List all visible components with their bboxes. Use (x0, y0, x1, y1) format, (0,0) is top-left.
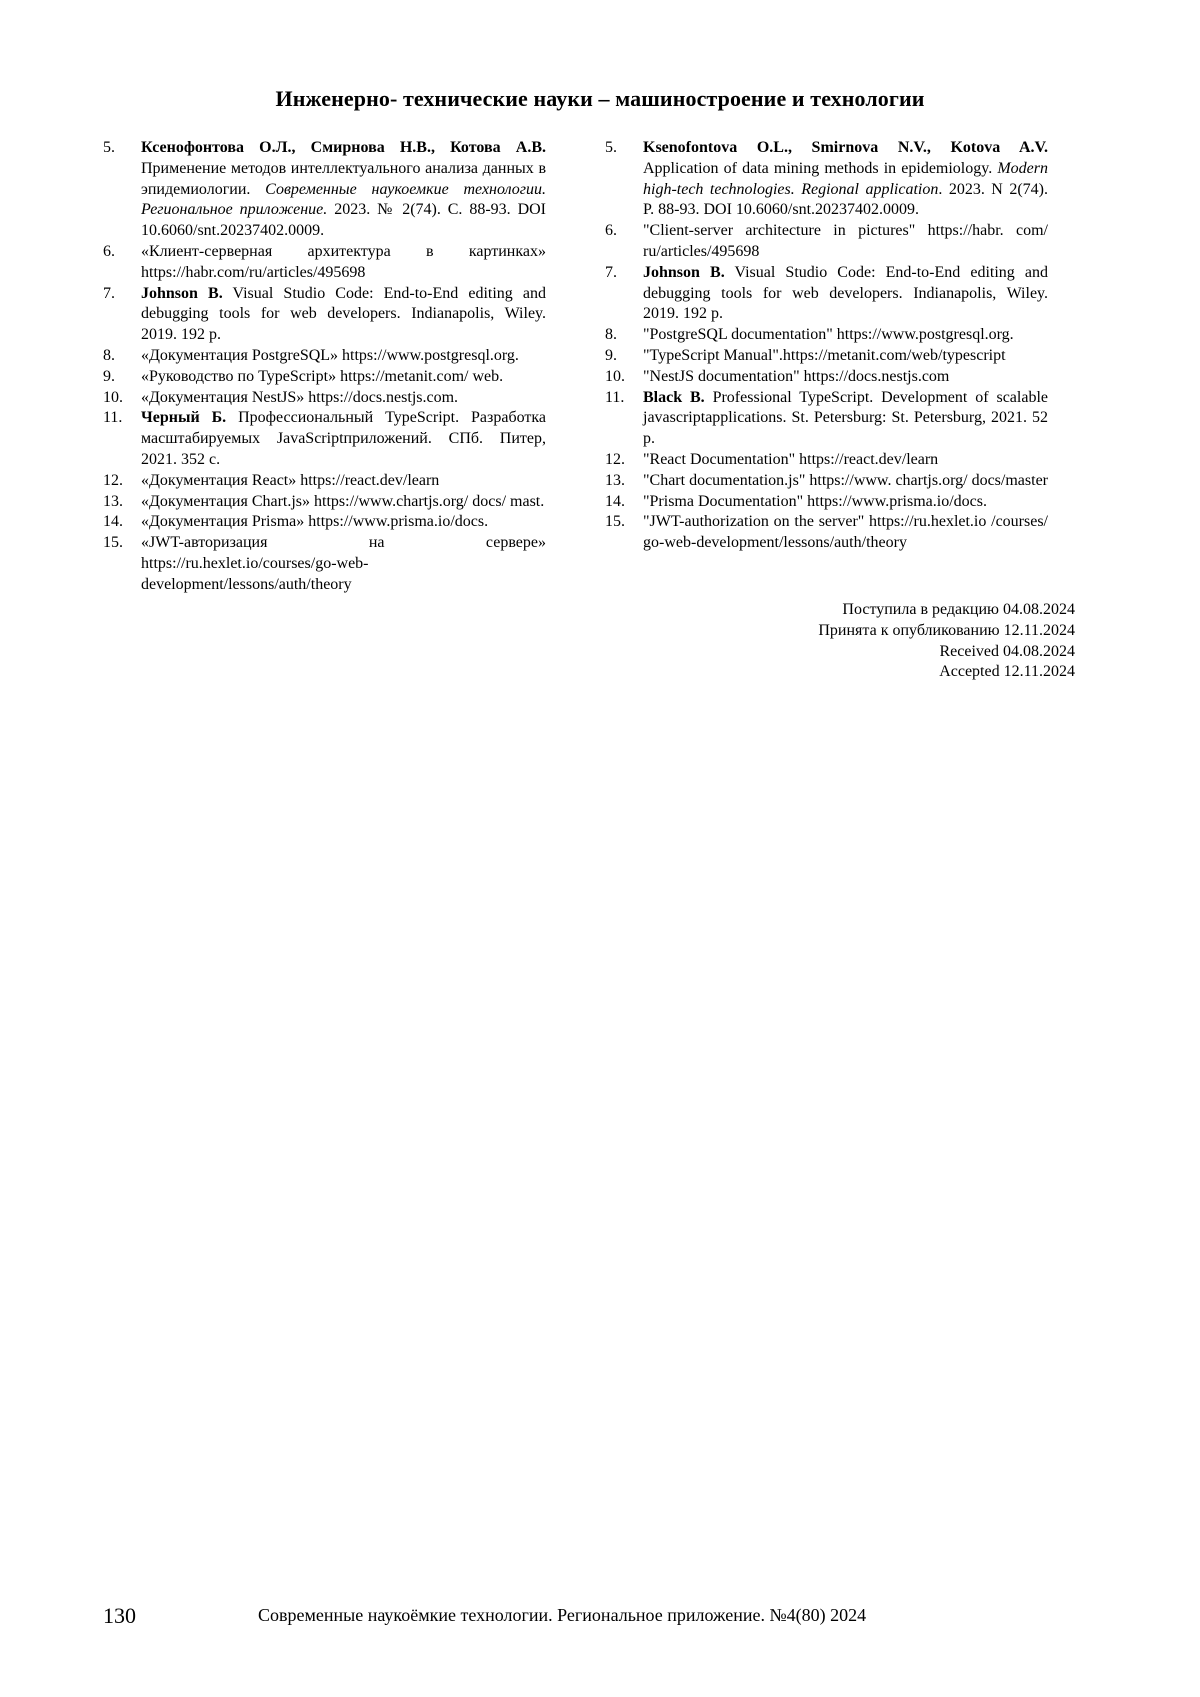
reference-number: 6. (103, 242, 115, 260)
reference-item (605, 263, 1048, 325)
reference-text (643, 325, 1048, 346)
reference-number: 11. (605, 388, 625, 406)
reference-segment: "Client-server architecture in pictures" https://habr. com/ ru/articles/495698 (643, 222, 1048, 260)
reference-segment: «JWT-авторизация на сервере» https://ru.hexlet.io/courses/go-web-development/lessons/auth/theory (141, 534, 546, 593)
reference-item (103, 367, 546, 388)
reference-text (643, 263, 1048, 325)
reference-text (141, 471, 546, 492)
reference-text (643, 367, 1048, 388)
reference-authors: Ksenofontova O.L., Smirnova N.V., Kotova A.V. (643, 139, 1048, 156)
reference-number: 8. (605, 326, 617, 344)
reference-number: 15. (103, 534, 123, 552)
reference-number: 7. (605, 263, 617, 281)
reference-segment: "Prisma Documentation" https://www.prisma.io/docs. (643, 492, 987, 510)
reference-item (103, 138, 546, 242)
page-header-title: Инженерно- технические науки – машиностроение и технологии (275, 86, 925, 111)
reference-segment: "NestJS documentation" https://docs.nestjs.com (643, 367, 950, 385)
reference-item (605, 492, 1048, 513)
reference-text (643, 138, 1048, 221)
reference-text (141, 408, 546, 470)
reference-number: 12. (605, 450, 625, 468)
reference-segment: "JWT-authorization on the server" https://ru.hexlet.io /courses/ go-web-development/lessons/auth/theory (643, 513, 1048, 552)
reference-segment: Visual Studio Code: End-to-End editing and debugging tools for web developers. Indianapolis, Wiley. 2019. 192 p. (643, 263, 1049, 323)
journal-name: Современные наукоёмкие технологии. Региональное приложение. №4(80) 2024 (258, 1605, 867, 1625)
reference-text (643, 512, 1048, 554)
reference-number: 9. (103, 367, 115, 385)
reference-item (605, 388, 1048, 450)
reference-number: 5. (103, 139, 115, 156)
reference-authors: Ксенофонтова О.Л., Смирнова Н.В., Котова А.В. (141, 139, 546, 156)
reference-item (605, 138, 1048, 221)
reference-segment: «Клиент-серверная архитектура в картинках» https://habr.com/ru/articles/495698 (141, 242, 546, 281)
reference-item (605, 325, 1048, 346)
reference-number: 10. (103, 388, 123, 406)
reference-number: 8. (103, 346, 115, 364)
reference-authors: Черный Б. (141, 409, 227, 427)
page-number: 130 (103, 1603, 136, 1628)
reference-text (643, 450, 1048, 471)
reference-segment: "Chart documentation.js" https://www. chartjs.org/ docs/master (643, 471, 1048, 489)
reference-segment: Профессиональный TypeScript. Разработка масштабируемых JavaScriptприложений. СПб. Питер, 2021. 352 с. (141, 409, 547, 468)
reference-number: 9. (605, 346, 617, 364)
reference-number: 10. (605, 367, 625, 385)
reference-text (141, 346, 546, 367)
reference-text (141, 138, 546, 242)
reference-source: Modern high-tech technologies. Regional application (643, 159, 1048, 198)
reference-number: 13. (103, 492, 123, 510)
reference-item (103, 471, 546, 492)
reference-text (141, 492, 546, 513)
reference-segment: «Документация PostgreSQL» https://www.postgresql.org. (141, 346, 519, 364)
reference-item (103, 512, 546, 533)
reference-segment: «Документация Chart.js» https://www.chartjs.org/ docs/ mast. (141, 492, 545, 510)
reference-text (141, 533, 546, 595)
reference-segment: Application of data mining methods in epidemiology. (643, 159, 998, 177)
reference-number: 14. (605, 492, 625, 510)
reference-authors: Johnson B. (141, 284, 223, 302)
reference-item (103, 492, 546, 513)
reference-item (605, 346, 1048, 367)
reference-item (103, 408, 546, 470)
reference-item (605, 221, 1048, 263)
reference-segment: . 2023. N 2(74). P. 88-93. DOI 10.6060/snt.20237402.0009. (643, 180, 1048, 219)
reference-text (141, 388, 546, 409)
reference-segment: Professional TypeScript. Development of scalable javascriptapplications. St. Petersburg: St. Petersburg, 2021. 52 p. (643, 388, 1048, 448)
reference-number: 12. (103, 471, 123, 489)
reference-segment: "React Documentation" https://react.dev/learn (643, 450, 939, 468)
reference-text (141, 512, 546, 533)
reference-item (103, 346, 546, 367)
reference-text (643, 388, 1048, 450)
reference-number: 7. (103, 284, 115, 302)
accepted-date-en: Accepted 12.11.2024 (939, 663, 1075, 681)
reference-text (141, 242, 546, 284)
references-list-ru (103, 138, 546, 596)
reference-text (643, 221, 1048, 263)
reference-segment: «Документация Prisma» https://www.prisma.io/docs. (141, 513, 489, 531)
reference-number: 13. (605, 471, 625, 489)
reference-item (605, 512, 1048, 554)
reference-text (643, 471, 1048, 492)
reference-source: Современные наукоемкие технологии. Региональное приложение. (141, 180, 546, 219)
reference-item (605, 367, 1048, 388)
reference-text (141, 284, 546, 346)
reference-authors: Johnson B. (643, 263, 725, 281)
reference-segment: Visual Studio Code: End-to-End editing and debugging tools for web developers. Indianapolis, Wiley. 2019. 192 p. (141, 284, 547, 344)
reference-item (103, 242, 546, 284)
reference-text (643, 346, 1048, 367)
reference-item (103, 388, 546, 409)
reference-number: 5. (605, 139, 617, 156)
reference-number: 11. (103, 409, 123, 427)
reference-item (605, 450, 1048, 471)
received-date-ru: Поступила в редакцию 04.08.2024 (842, 601, 1075, 618)
references-list-en (605, 138, 1048, 554)
submission-dates (575, 600, 1075, 683)
reference-authors: Black B. (643, 388, 705, 406)
reference-segment: «Руководство по TypeScript» https://metanit.com/ web. (141, 367, 504, 385)
reference-segment: Применение методов интеллектуального анализа данных в эпидемиологии. (141, 159, 546, 198)
received-date-en: Received 04.08.2024 (939, 642, 1075, 660)
reference-text (643, 492, 1048, 513)
reference-number: 14. (103, 513, 123, 531)
reference-text (141, 367, 546, 388)
accepted-date-ru: Принята к опубликованию 12.11.2024 (818, 621, 1075, 639)
reference-segment: 2023. № 2(74). С. 88-93. DOI 10.6060/snt.20237402.0009. (141, 201, 547, 240)
reference-number: 15. (605, 513, 625, 531)
reference-segment: "TypeScript Manual".https://metanit.com/web/typescript (643, 346, 1006, 364)
reference-segment: "PostgreSQL documentation" https://www.postgresql.org. (643, 326, 1014, 344)
reference-item (103, 533, 546, 595)
reference-item (605, 471, 1048, 492)
reference-segment: «Документация React» https://react.dev/learn (141, 471, 440, 489)
reference-segment: «Документация NestJS» https://docs.nestjs.com. (141, 388, 459, 406)
reference-number: 6. (605, 222, 617, 240)
reference-item (103, 284, 546, 346)
